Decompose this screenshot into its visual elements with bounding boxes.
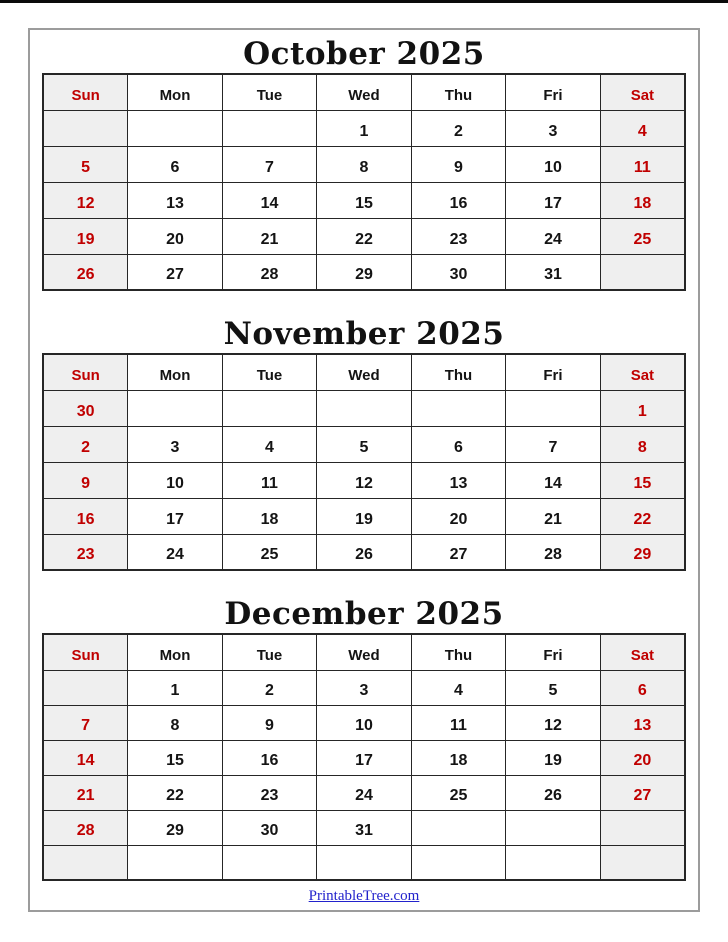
weekday-header-thu: Thu	[411, 354, 506, 390]
footer	[30, 887, 698, 905]
day-cell-21: 21	[506, 498, 601, 534]
day-cell-8: 8	[600, 426, 685, 462]
month-title-november: November 2025	[223, 316, 505, 352]
weekday-header-sat: Sat	[600, 634, 685, 670]
day-cell-22: 22	[600, 498, 685, 534]
day-cell-26: 26	[43, 254, 128, 290]
day-cell-11: 11	[600, 146, 685, 182]
day-cell-1: 1	[600, 390, 685, 426]
day-cell-16: 16	[43, 498, 128, 534]
day-cell-31: 31	[506, 254, 601, 290]
day-cell-11: 11	[411, 705, 506, 740]
weekday-header-row	[43, 74, 685, 110]
day-cell-27: 27	[411, 534, 506, 570]
day-cell-5: 5	[43, 146, 128, 182]
weekday-header-fri: Fri	[506, 634, 601, 670]
week-row	[43, 845, 685, 880]
day-cell-13: 13	[128, 182, 223, 218]
day-cell-1: 1	[128, 670, 223, 705]
day-cell-15: 15	[600, 462, 685, 498]
week-row	[43, 740, 685, 775]
day-cell-12: 12	[43, 182, 128, 218]
day-cell-30: 30	[43, 390, 128, 426]
day-cell-23: 23	[222, 775, 317, 810]
day-cell-4: 4	[600, 110, 685, 146]
empty-day-cell	[128, 845, 223, 880]
week-row	[43, 146, 685, 182]
week-row	[43, 390, 685, 426]
day-cell-25: 25	[600, 218, 685, 254]
day-cell-6: 6	[600, 670, 685, 705]
weekday-header-wed: Wed	[317, 74, 412, 110]
week-row	[43, 705, 685, 740]
day-cell-8: 8	[128, 705, 223, 740]
day-cell-19: 19	[317, 498, 412, 534]
day-cell-28: 28	[222, 254, 317, 290]
empty-day-cell	[600, 810, 685, 845]
weekday-header-mon: Mon	[128, 634, 223, 670]
week-row	[43, 810, 685, 845]
day-cell-3: 3	[506, 110, 601, 146]
day-cell-16: 16	[222, 740, 317, 775]
day-cell-15: 15	[128, 740, 223, 775]
weekday-header-sun: Sun	[43, 354, 128, 390]
day-cell-24: 24	[317, 775, 412, 810]
day-cell-20: 20	[411, 498, 506, 534]
day-cell-20: 20	[128, 218, 223, 254]
month-section-october	[30, 31, 698, 291]
day-cell-28: 28	[43, 810, 128, 845]
month-section-december	[30, 591, 698, 881]
day-cell-1: 1	[317, 110, 412, 146]
month-section-november	[30, 311, 698, 571]
empty-day-cell	[222, 845, 317, 880]
day-cell-21: 21	[222, 218, 317, 254]
day-cell-11: 11	[222, 462, 317, 498]
month-title-october: October 2025	[243, 36, 485, 72]
day-cell-27: 27	[600, 775, 685, 810]
day-cell-18: 18	[600, 182, 685, 218]
weekday-header-thu: Thu	[411, 634, 506, 670]
day-cell-22: 22	[317, 218, 412, 254]
weekday-header-wed: Wed	[317, 354, 412, 390]
day-cell-18: 18	[411, 740, 506, 775]
calendar-grid-december	[42, 633, 686, 881]
weekday-header-sun: Sun	[43, 634, 128, 670]
day-cell-30: 30	[411, 254, 506, 290]
week-row	[43, 254, 685, 290]
empty-day-cell	[128, 390, 223, 426]
weekday-header-thu: Thu	[411, 74, 506, 110]
day-cell-8: 8	[317, 146, 412, 182]
day-cell-23: 23	[43, 534, 128, 570]
day-cell-26: 26	[317, 534, 412, 570]
printabletree-link[interactable]: PrintableTree.com	[308, 888, 420, 904]
day-cell-10: 10	[317, 705, 412, 740]
day-cell-2: 2	[222, 670, 317, 705]
week-row	[43, 498, 685, 534]
empty-day-cell	[411, 845, 506, 880]
weekday-header-row	[43, 634, 685, 670]
empty-day-cell	[317, 390, 412, 426]
day-cell-29: 29	[128, 810, 223, 845]
empty-day-cell	[506, 845, 601, 880]
day-cell-4: 4	[222, 426, 317, 462]
day-cell-10: 10	[128, 462, 223, 498]
weekday-header-fri: Fri	[506, 354, 601, 390]
weekday-header-mon: Mon	[128, 354, 223, 390]
weekday-header-sat: Sat	[600, 354, 685, 390]
day-cell-6: 6	[128, 146, 223, 182]
day-cell-14: 14	[506, 462, 601, 498]
day-cell-3: 3	[317, 670, 412, 705]
day-cell-7: 7	[43, 705, 128, 740]
week-row	[43, 110, 685, 146]
empty-day-cell	[317, 845, 412, 880]
day-cell-10: 10	[506, 146, 601, 182]
week-row	[43, 182, 685, 218]
day-cell-5: 5	[317, 426, 412, 462]
day-cell-17: 17	[506, 182, 601, 218]
weekday-header-fri: Fri	[506, 74, 601, 110]
weekday-header-sun: Sun	[43, 74, 128, 110]
day-cell-2: 2	[411, 110, 506, 146]
day-cell-2: 2	[43, 426, 128, 462]
empty-day-cell	[43, 110, 128, 146]
day-cell-29: 29	[600, 534, 685, 570]
day-cell-16: 16	[411, 182, 506, 218]
day-cell-5: 5	[506, 670, 601, 705]
day-cell-28: 28	[506, 534, 601, 570]
week-row	[43, 218, 685, 254]
week-row	[43, 775, 685, 810]
day-cell-24: 24	[506, 218, 601, 254]
calendar-page	[28, 28, 700, 912]
day-cell-30: 30	[222, 810, 317, 845]
empty-day-cell	[506, 810, 601, 845]
day-cell-25: 25	[222, 534, 317, 570]
day-cell-7: 7	[506, 426, 601, 462]
empty-day-cell	[222, 390, 317, 426]
weekday-header-sat: Sat	[600, 74, 685, 110]
day-cell-31: 31	[317, 810, 412, 845]
day-cell-13: 13	[411, 462, 506, 498]
empty-day-cell	[222, 110, 317, 146]
week-row	[43, 462, 685, 498]
empty-day-cell	[411, 810, 506, 845]
weekday-header-mon: Mon	[128, 74, 223, 110]
day-cell-12: 12	[506, 705, 601, 740]
day-cell-4: 4	[411, 670, 506, 705]
week-row	[43, 534, 685, 570]
empty-day-cell	[600, 845, 685, 880]
empty-day-cell	[43, 670, 128, 705]
day-cell-17: 17	[128, 498, 223, 534]
day-cell-17: 17	[317, 740, 412, 775]
day-cell-19: 19	[506, 740, 601, 775]
day-cell-9: 9	[43, 462, 128, 498]
day-cell-15: 15	[317, 182, 412, 218]
calendar-grid-october	[42, 73, 686, 291]
weekday-header-row	[43, 354, 685, 390]
weekday-header-wed: Wed	[317, 634, 412, 670]
day-cell-18: 18	[222, 498, 317, 534]
week-row	[43, 670, 685, 705]
empty-day-cell	[128, 110, 223, 146]
day-cell-9: 9	[222, 705, 317, 740]
day-cell-13: 13	[600, 705, 685, 740]
day-cell-6: 6	[411, 426, 506, 462]
day-cell-14: 14	[43, 740, 128, 775]
day-cell-19: 19	[43, 218, 128, 254]
day-cell-26: 26	[506, 775, 601, 810]
day-cell-21: 21	[43, 775, 128, 810]
month-title-december: December 2025	[224, 596, 504, 632]
day-cell-27: 27	[128, 254, 223, 290]
week-row	[43, 426, 685, 462]
empty-day-cell	[600, 254, 685, 290]
calendar-grid-november	[42, 353, 686, 571]
day-cell-23: 23	[411, 218, 506, 254]
day-cell-24: 24	[128, 534, 223, 570]
empty-day-cell	[411, 390, 506, 426]
empty-day-cell	[506, 390, 601, 426]
day-cell-20: 20	[600, 740, 685, 775]
weekday-header-tue: Tue	[222, 634, 317, 670]
day-cell-29: 29	[317, 254, 412, 290]
day-cell-3: 3	[128, 426, 223, 462]
empty-day-cell	[43, 845, 128, 880]
day-cell-9: 9	[411, 146, 506, 182]
weekday-header-tue: Tue	[222, 354, 317, 390]
top-edge-bar	[0, 0, 728, 3]
day-cell-12: 12	[317, 462, 412, 498]
day-cell-25: 25	[411, 775, 506, 810]
day-cell-7: 7	[222, 146, 317, 182]
day-cell-22: 22	[128, 775, 223, 810]
weekday-header-tue: Tue	[222, 74, 317, 110]
day-cell-14: 14	[222, 182, 317, 218]
